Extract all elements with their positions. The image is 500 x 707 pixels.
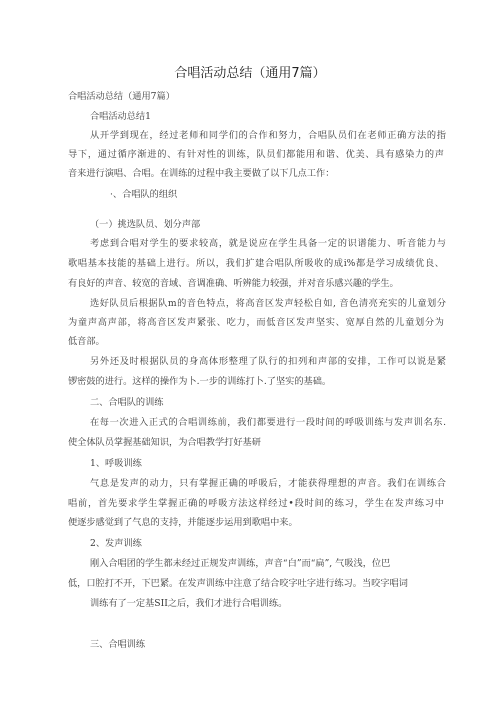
paragraph-line: 使全体队员掌握基础知识，为合唱教学打好基研 <box>68 437 261 448</box>
paragraph-line: 为童声高声部，将高音区发声紧张、吃力，而低音区发声坚实、宽厚自然的儿童划分为 <box>68 317 444 328</box>
paragraph-line: 唱前，首先要求学生掌握正确的呼吸方法这样经过•段时间的练习，学生在发声练习中 <box>68 498 444 509</box>
paragraph-line: 低音部。 <box>68 336 105 347</box>
paragraph-line: 锣密鼓的进行。这样的操作为卜.一步的训练打卜.了坚实的基础。 <box>68 376 332 387</box>
paragraph-line: 有良好的声音、较宽的音域、音调准确、听辨能力较强，并对音乐感兴趣的学生。 <box>68 278 399 289</box>
subheading-breathing: 1、呼吸训练 <box>90 458 142 469</box>
paragraph-line: 音来进行演唱、合唱。在训练的过程中我主要做了以下几点工作： <box>68 168 335 179</box>
heading-organization: ·、合唱队的组织 <box>110 189 178 200</box>
paragraph-line: 低，口腔打不开，下巴紧。在发声训练中注意了结合咬字吐字进行练习。当咬字唱词 <box>68 578 408 589</box>
paragraph-line: 刚入合唱团的学生都未经过正规发声训练，声音“白”而“扁”, 气吸浅，位巴 <box>90 558 391 569</box>
paragraph-line: 另外还及时根据队员的身高体形整理了队行的扣列和声部的安排，工作可以说是紧 <box>90 356 446 367</box>
paragraph-line: 训练有了一定基SII之后，我们才进行合唱训练。 <box>90 598 288 609</box>
section-title: 合唱活动总结1 <box>90 111 151 122</box>
document-title: 合唱活动总结（通用7篇） <box>174 66 326 81</box>
paragraph-line: 选好队员后根据队m的音色特点，将高音区发声轻松自如, 音色清亮充实的儿童划分 <box>90 298 446 309</box>
heading-chorus-training: 三、合唱训练 <box>90 639 146 650</box>
paragraph-line: 便逐步感觉到了气息的支持，并能逐步运用到歌唱中来。 <box>68 517 298 528</box>
subheading-select-members: （一）挑选队员、划分声部 <box>90 219 201 230</box>
paragraph-line: 气息是发声的动力，只有掌握正确的呼吸后，才能获得理想的声音。我们在训练合 <box>90 478 446 489</box>
paragraph-line: 从开学到现在，经过老师和同学们的合作和努力，合唱队员们在老师正确方法的指 <box>90 130 446 141</box>
document-subtitle: 合唱活动总结（通用7篇） <box>68 91 175 102</box>
subheading-vocal: 2、发声训练 <box>90 538 142 549</box>
paragraph-line: 在每一次进入正式的合唱训练前，我们都要进行一段时间的呼吸训练与发声训名东. <box>90 417 446 428</box>
paragraph-line: 歌唱基本技能的基础上进行。所以，我们扩建合唱队所吸收的成i%都是学习成绩优良、 <box>68 258 444 269</box>
paragraph-line: 考虑到合唱对学生的要求较高，就是说应在学生具备一定的识谱能力、听音能力与 <box>90 238 446 249</box>
paragraph-line: 导下，通过循序渐进的、有针对性的训练，队员们都能用和谐、优美、具有感染力的声 <box>68 149 444 160</box>
heading-training: 二、合唱队的训练 <box>90 397 164 408</box>
